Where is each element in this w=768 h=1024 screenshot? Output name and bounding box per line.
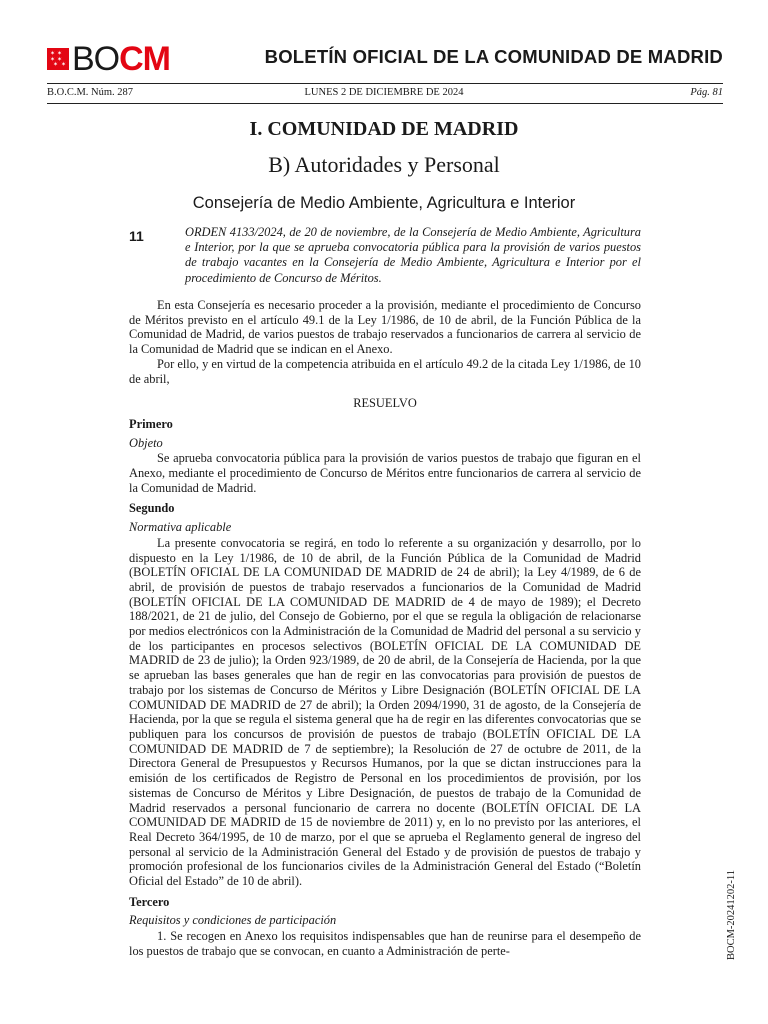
article-heading: Tercero	[129, 894, 170, 909]
header-rule-top	[47, 83, 723, 84]
article-subheading: Requisitos y condiciones de participación	[129, 913, 337, 928]
header-rule-bottom	[47, 103, 723, 104]
masthead-title: BOLETÍN OFICIAL DE LA COMUNIDAD DE MADRID	[264, 46, 723, 67]
order-title: ORDEN 4133/2024, de 20 de noviembre, de la Consejería de Medio Ambiente, Agricultura e Interior, por la que se aprueba convocatoria pública para la provisión de varios puestos de trabajo vacantes en la Consejería de Medio Ambiente, Agricultura e Interior por el procedimiento de Concurso de Méritos.	[185, 225, 641, 285]
article-text: Se aprueba convocatoria pública para la provisión de varios puestos de trabajo que figuran en el Anexo, mediante el procedimiento de Concurso de Méritos entre funcionarios de carrera al servicio de la Comunidad de Madrid.	[129, 451, 641, 495]
issue-number: B.O.C.M. Núm. 287	[47, 87, 134, 98]
article-text: La presente convocatoria se regirá, en todo lo referente a su organización y desarrollo, por lo dispuesto en la Ley 1/1986, de 10 de abril, de la Función Pública de la Comunidad de Madrid (BOLETÍN OFICIAL DE LA COMUNIDAD DE MADRID de 24 de abril); la Ley 4/1989, de 6 de abril, de provisión de puestos de trabajo reservados a funcionarios de la Comunidad de Madrid (BOLETÍN OFICIAL DE LA COMUNIDAD DE MADRID de 4 de mayo de 1989); el Decreto 188/2021, de 21 de julio, del Consejo de Gobierno, por el que se regula la obligación de relacionarse por medios electrónicos con la Administración de la Comunidad de Madrid del personal a su servicio y de los participantes en procesos selectivos (BOLETÍN OFICIAL DE LA COMUNIDAD DE MADRID de 23 de julio); la Orden 923/1989, de 20 de abril, de la Consejería de Hacienda, por la que se aprueban las bases generales que han de regir en las convocatorias para provisión de puestos de trabajo por los sistemas de Concurso de Méritos y Libre Designación (BOLETÍN OFICIAL DE LA COMUNIDAD DE MADRID de 27 de abril); la Orden 2094/1990, 31 de agosto, de la Consejería de Hacienda, por la que se regula el sistema general que ha de regir en las diferentes convocatorias que se publiquen para los concursos de provisión de puestos de trabajo (BOLETÍN OFICIAL DE LA COMUNIDAD DE MADRID de 7 de septiembre); la Resolución de 27 de octubre de 2011, de la Directora General de Presupuestos y Recursos Humanos, por la que se dictan instrucciones para la emisión de los certificados de Registro de Personal en los procedimientos de provisión, por los sistemas de Concurso de Méritos y Libre Designación, de puestos de trabajo de la Comunidad de Madrid reservados a personal funcionario de carrera no docente (BOLETÍN OFICIAL DE LA COMUNIDAD DE MADRID de 15 de noviembre de 2011) y, en lo no previsto por las anteriores, el Real Decreto 364/1995, de 10 de marzo, por el que se aprueba el Reglamento general de ingreso del personal al servicio de la Administración General del Estado y de provisión de puestos de trabajo y promoción profesional de los funcionarios civiles de la Administración General del Estado (“Boletín Oficial del Estado” de 10 de abril).	[129, 535, 641, 889]
issue-date: LUNES 2 DE DICIEMBRE DE 2024	[304, 87, 464, 98]
intro-paragraph: En esta Consejería es necesario proceder a la provisión, mediante el procedimiento de Concurso de Méritos previsto en el artículo 49.1 de la Ley 1/1986, de 10 de abril, de la Función Pública de la Comunidad de Madrid, de varios puestos de trabajo reservados a funcionarios de carrera al servicio de la Comunidad de Madrid que se indican en el Anexo.	[129, 298, 641, 357]
bocm-logo	[47, 40, 171, 78]
page-number: Pág. 81	[690, 87, 723, 98]
entry-number: 11	[129, 228, 144, 244]
section-heading: I. COMUNIDAD DE MADRID	[249, 118, 519, 140]
subsection-heading: B) Autoridades y Personal	[268, 152, 500, 177]
resuelvo-heading: RESUELVO	[353, 396, 417, 411]
article-heading: Segundo	[129, 501, 175, 516]
department-heading: Consejería de Medio Ambiente, Agricultura e Interior	[192, 194, 576, 212]
article-subheading: Objeto	[129, 435, 163, 450]
article-text: 1. Se recogen en Anexo los requisitos indispensables que han de reunirse para el desempeño de los puestos de trabajo que se convocan, en cuanto a Administración de perte-	[129, 929, 641, 958]
verification-code: BOCM-20241202-11	[726, 869, 737, 960]
article-subheading: Normativa aplicable	[129, 520, 232, 535]
article-heading: Primero	[129, 416, 173, 431]
intro-paragraph: Por ello, y en virtud de la competencia atribuida en el artículo 49.2 de la citada Ley 1/1986, de 10 de abril,	[129, 356, 641, 386]
document-body	[129, 298, 641, 959]
logo-wordmark: BOCM	[72, 40, 171, 78]
madrid-flag-icon: ✶ ✶ ✶ ✶ ✶ ✶	[47, 48, 69, 70]
